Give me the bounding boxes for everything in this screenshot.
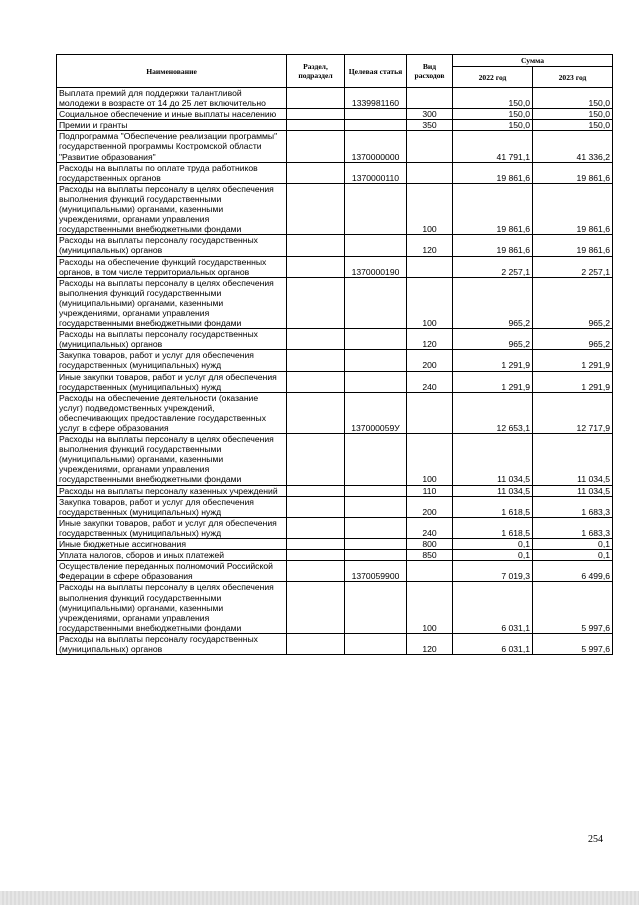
table-row bbox=[57, 392, 613, 433]
cell-y2023: 41 336,2 bbox=[533, 131, 613, 162]
table-row bbox=[57, 120, 613, 131]
cell-target bbox=[345, 109, 407, 120]
cell-target: 1370000000 bbox=[345, 131, 407, 162]
cell-y2023: 965,2 bbox=[533, 277, 613, 328]
cell-target: 1370000110 bbox=[345, 162, 407, 183]
cell-y2023: 5 997,6 bbox=[533, 582, 613, 633]
cell-y2023: 150,0 bbox=[533, 120, 613, 131]
table-row bbox=[57, 371, 613, 392]
table-row bbox=[57, 633, 613, 654]
cell-section bbox=[287, 633, 345, 654]
cell-y2022: 41 791,1 bbox=[453, 131, 533, 162]
table-row bbox=[57, 434, 613, 485]
cell-target: 1370000190 bbox=[345, 256, 407, 277]
cell-y2022: 19 861,6 bbox=[453, 162, 533, 183]
cell-name: Осуществление переданных полномочий Российской Федерации в сфере образования bbox=[57, 561, 287, 582]
cell-section bbox=[287, 277, 345, 328]
cell-section bbox=[287, 517, 345, 538]
cell-name: Расходы на выплаты персоналу в целях обеспечения выполнения функций государственными (муниципальными) органами, казенными учреждениями, органами управления государственными внебюджетными фондами bbox=[57, 582, 287, 633]
table-row bbox=[57, 88, 613, 109]
cell-section bbox=[287, 256, 345, 277]
cell-target bbox=[345, 235, 407, 256]
cell-type: 100 bbox=[407, 183, 453, 234]
header-sum: Сумма bbox=[453, 55, 613, 67]
cell-y2023: 11 034,5 bbox=[533, 434, 613, 485]
cell-type: 110 bbox=[407, 485, 453, 496]
cell-type: 100 bbox=[407, 582, 453, 633]
cell-y2023: 965,2 bbox=[533, 329, 613, 350]
cell-type: 100 bbox=[407, 434, 453, 485]
cell-target bbox=[345, 517, 407, 538]
cell-target bbox=[345, 350, 407, 371]
cell-target bbox=[345, 496, 407, 517]
cell-y2023: 19 861,6 bbox=[533, 162, 613, 183]
table-row bbox=[57, 329, 613, 350]
header-section: Раздел, подраздел bbox=[287, 55, 345, 88]
cell-type: 800 bbox=[407, 539, 453, 550]
header-2023: 2023 год bbox=[533, 67, 613, 88]
cell-y2023: 150,0 bbox=[533, 88, 613, 109]
cell-target bbox=[345, 539, 407, 550]
cell-y2023: 6 499,6 bbox=[533, 561, 613, 582]
cell-target bbox=[345, 371, 407, 392]
cell-y2023: 19 861,6 bbox=[533, 235, 613, 256]
cell-name: Иные бюджетные ассигнования bbox=[57, 539, 287, 550]
cell-name: Расходы на выплаты персоналу государственных (муниципальных) органов bbox=[57, 329, 287, 350]
scan-edge bbox=[0, 891, 639, 905]
cell-y2022: 150,0 bbox=[453, 88, 533, 109]
cell-type: 200 bbox=[407, 496, 453, 517]
cell-target: 1370059900 bbox=[345, 561, 407, 582]
table-row bbox=[57, 131, 613, 162]
cell-target bbox=[345, 120, 407, 131]
cell-type bbox=[407, 561, 453, 582]
cell-section bbox=[287, 496, 345, 517]
cell-type: 120 bbox=[407, 633, 453, 654]
cell-name: Расходы на обеспечение деятельности (оказание услуг) подведомственных учреждений, обеспечивающих предоставление государственных услуг в сфере образования bbox=[57, 392, 287, 433]
cell-type: 100 bbox=[407, 277, 453, 328]
table-row bbox=[57, 550, 613, 561]
cell-y2023: 12 717,9 bbox=[533, 392, 613, 433]
cell-type bbox=[407, 392, 453, 433]
cell-type bbox=[407, 256, 453, 277]
cell-type bbox=[407, 162, 453, 183]
table-body bbox=[57, 88, 613, 655]
cell-section bbox=[287, 235, 345, 256]
cell-name: Расходы на выплаты персоналу в целях обеспечения выполнения функций государственными (муниципальными) органами, казенными учреждениями, органами управления государственными внебюджетными фондами bbox=[57, 277, 287, 328]
cell-y2023: 11 034,5 bbox=[533, 485, 613, 496]
cell-type bbox=[407, 131, 453, 162]
table-row bbox=[57, 162, 613, 183]
cell-section bbox=[287, 550, 345, 561]
cell-y2023: 1 291,9 bbox=[533, 350, 613, 371]
cell-section bbox=[287, 120, 345, 131]
table-row bbox=[57, 256, 613, 277]
cell-type: 350 bbox=[407, 120, 453, 131]
cell-name: Иные закупки товаров, работ и услуг для обеспечения государственных (муниципальных) нужд bbox=[57, 517, 287, 538]
cell-target bbox=[345, 485, 407, 496]
table-row bbox=[57, 582, 613, 633]
cell-section bbox=[287, 131, 345, 162]
cell-name: Выплата премий для поддержки талантливой молодежи в возрасте от 14 до 25 лет включительно bbox=[57, 88, 287, 109]
table-row bbox=[57, 517, 613, 538]
cell-name: Расходы на обеспечение функций государственных органов, в том числе территориальных органов bbox=[57, 256, 287, 277]
cell-name: Иные закупки товаров, работ и услуг для обеспечения государственных (муниципальных) нужд bbox=[57, 371, 287, 392]
cell-target: 1339981160 bbox=[345, 88, 407, 109]
cell-y2022: 0,1 bbox=[453, 539, 533, 550]
cell-y2023: 1 683,3 bbox=[533, 496, 613, 517]
cell-y2023: 0,1 bbox=[533, 539, 613, 550]
cell-y2022: 0,1 bbox=[453, 550, 533, 561]
cell-target bbox=[345, 434, 407, 485]
cell-y2023: 1 291,9 bbox=[533, 371, 613, 392]
cell-type bbox=[407, 88, 453, 109]
table-row bbox=[57, 183, 613, 234]
table-row bbox=[57, 485, 613, 496]
cell-y2022: 1 618,5 bbox=[453, 496, 533, 517]
cell-target: 137000059У bbox=[345, 392, 407, 433]
cell-section bbox=[287, 329, 345, 350]
cell-section bbox=[287, 582, 345, 633]
cell-section bbox=[287, 434, 345, 485]
cell-name: Расходы на выплаты персоналу государственных (муниципальных) органов bbox=[57, 235, 287, 256]
header-2022: 2022 год bbox=[453, 67, 533, 88]
cell-type: 120 bbox=[407, 235, 453, 256]
cell-y2022: 12 653,1 bbox=[453, 392, 533, 433]
cell-y2022: 6 031,1 bbox=[453, 633, 533, 654]
cell-name: Расходы на выплаты персоналу в целях обеспечения выполнения функций государственными (муниципальными) органами, казенными учреждениями, органами управления государственными внебюджетными фондами bbox=[57, 183, 287, 234]
cell-target bbox=[345, 329, 407, 350]
cell-name: Уплата налогов, сборов и иных платежей bbox=[57, 550, 287, 561]
cell-y2022: 1 291,9 bbox=[453, 371, 533, 392]
cell-section bbox=[287, 392, 345, 433]
header-target: Целевая статья bbox=[345, 55, 407, 88]
cell-y2023: 19 861,6 bbox=[533, 183, 613, 234]
cell-y2022: 965,2 bbox=[453, 329, 533, 350]
cell-name: Расходы на выплаты по оплате труда работников государственных органов bbox=[57, 162, 287, 183]
cell-y2023: 1 683,3 bbox=[533, 517, 613, 538]
table-row bbox=[57, 277, 613, 328]
cell-name: Закупка товаров, работ и услуг для обеспечения государственных (муниципальных) нужд bbox=[57, 496, 287, 517]
table-row bbox=[57, 235, 613, 256]
cell-y2022: 150,0 bbox=[453, 109, 533, 120]
cell-section bbox=[287, 485, 345, 496]
page-number: 254 bbox=[588, 834, 603, 845]
cell-y2023: 5 997,6 bbox=[533, 633, 613, 654]
cell-type: 200 bbox=[407, 350, 453, 371]
cell-section bbox=[287, 539, 345, 550]
cell-target bbox=[345, 582, 407, 633]
cell-y2022: 19 861,6 bbox=[453, 183, 533, 234]
cell-target bbox=[345, 550, 407, 561]
cell-name: Расходы на выплаты персоналу в целях обеспечения выполнения функций государственными (муниципальными) органами, казенными учреждениями, органами управления государственными внебюджетными фондами bbox=[57, 434, 287, 485]
table-row bbox=[57, 496, 613, 517]
cell-y2022: 7 019,3 bbox=[453, 561, 533, 582]
cell-type: 300 bbox=[407, 109, 453, 120]
cell-type: 240 bbox=[407, 371, 453, 392]
cell-section bbox=[287, 561, 345, 582]
cell-section bbox=[287, 109, 345, 120]
table-row bbox=[57, 350, 613, 371]
cell-y2023: 150,0 bbox=[533, 109, 613, 120]
cell-target bbox=[345, 183, 407, 234]
cell-type: 240 bbox=[407, 517, 453, 538]
header-type: Вид расходов bbox=[407, 55, 453, 88]
cell-section bbox=[287, 88, 345, 109]
header-name: Наименование bbox=[57, 55, 287, 88]
cell-y2022: 1 291,9 bbox=[453, 350, 533, 371]
cell-name: Подпрограмма "Обеспечение реализации программы" государственной программы Костромской области "Развитие образования" bbox=[57, 131, 287, 162]
cell-y2022: 6 031,1 bbox=[453, 582, 533, 633]
cell-section bbox=[287, 183, 345, 234]
cell-y2022: 11 034,5 bbox=[453, 434, 533, 485]
cell-y2022: 2 257,1 bbox=[453, 256, 533, 277]
cell-target bbox=[345, 277, 407, 328]
cell-name: Премии и гранты bbox=[57, 120, 287, 131]
cell-y2022: 11 034,5 bbox=[453, 485, 533, 496]
cell-y2022: 965,2 bbox=[453, 277, 533, 328]
cell-y2022: 1 618,5 bbox=[453, 517, 533, 538]
cell-name: Расходы на выплаты персоналу государственных (муниципальных) органов bbox=[57, 633, 287, 654]
table-row bbox=[57, 109, 613, 120]
cell-type: 850 bbox=[407, 550, 453, 561]
cell-name: Расходы на выплаты персоналу казенных учреждений bbox=[57, 485, 287, 496]
cell-section bbox=[287, 371, 345, 392]
cell-name: Закупка товаров, работ и услуг для обеспечения государственных (муниципальных) нужд bbox=[57, 350, 287, 371]
cell-section bbox=[287, 350, 345, 371]
table-row bbox=[57, 561, 613, 582]
cell-y2022: 150,0 bbox=[453, 120, 533, 131]
cell-target bbox=[345, 633, 407, 654]
cell-y2023: 2 257,1 bbox=[533, 256, 613, 277]
cell-type: 120 bbox=[407, 329, 453, 350]
table-row bbox=[57, 539, 613, 550]
cell-section bbox=[287, 162, 345, 183]
cell-y2022: 19 861,6 bbox=[453, 235, 533, 256]
budget-table bbox=[56, 54, 613, 655]
cell-y2023: 0,1 bbox=[533, 550, 613, 561]
cell-name: Социальное обеспечение и иные выплаты населению bbox=[57, 109, 287, 120]
